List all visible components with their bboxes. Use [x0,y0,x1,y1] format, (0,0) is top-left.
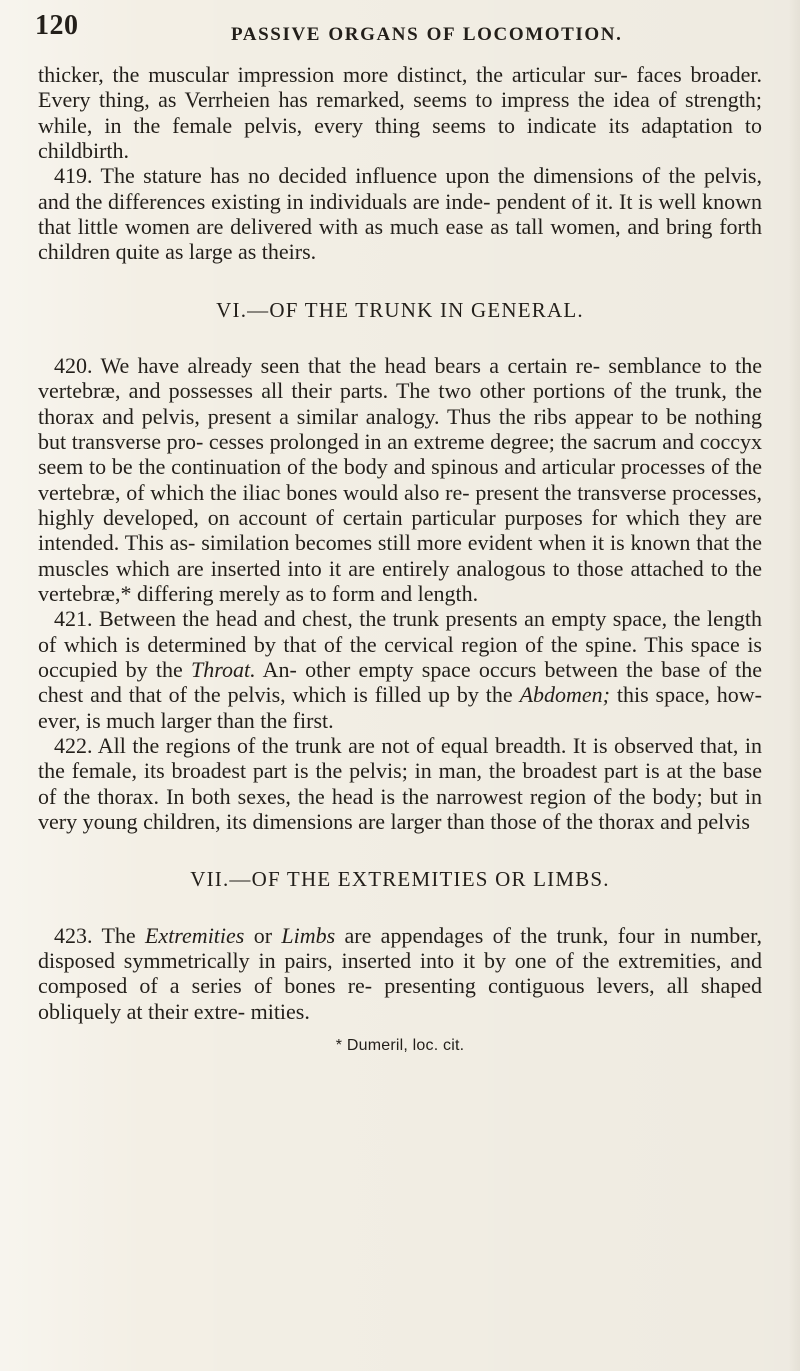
abdomen-term: Abdomen; [519,682,610,708]
footnote: * Dumeril, loc. cit. [335,1037,465,1055]
paragraph-419 [38,163,762,264]
page-number: 120 [35,10,79,41]
paragraph-number-421: 421. [54,606,93,632]
paragraph-420 [38,353,762,606]
page-header [0,10,800,50]
paragraph-number-420: 420. [54,352,93,378]
page-text [38,62,762,1055]
paragraph-text-421-c: this space, how- ever, is much larger than the first. [38,682,762,733]
paragraph-text-419: The stature has no decided influence upon the dimensions of the pelvis, and the differences existing in individuals are inde- pendent of it. It is well known that little women are delivered with as much ease as tall women, and bring forth children quite as large as theirs. [38,163,762,265]
paragraph-422 [38,733,762,834]
paragraph-continuation: thicker, the muscular impression more distinct, the articular sur- faces broader. Every thing, as Verrheien has remarked, seems to impress the idea of strength; while, in the female pelvis, every thing seems to indicate its adaptation to childbirth. [38,62,762,164]
limbs-term: Limbs [281,922,336,948]
section-heading-trunk: VI.—OF THE TRUNK IN GENERAL. [216,297,584,322]
paragraph-number-423: 423. [54,922,93,948]
throat-term: Throat. [191,657,256,683]
paragraph-text-420: We have already seen that the head bears a certain re- semblance to the vertebræ, and possesses all their parts. The two other portions of the trunk, the thorax and pelvis, present a similar analogy. Thus the ribs appear to be nothing but transverse pro- cesses prolonged in an extreme degree; the sacrum and coccyx seem to be the continuation of the body and spinous and articular processes of the vertebræ, of which the iliac bones would also re- present the transverse processes, highly developed, on account of certain particular purposes for which they are intended. This as- similation becomes still more evident when it is known that the muscles which are inserted into it are entirely analogous to those attached to the vertebræ,* differing merely as to form and length. [38,352,762,607]
paragraph-text-421-a: Between the head and chest, the trunk presents an empty space, the length of which is determined by that of the cervical region of the spine. This space is occupied by the [38,606,762,683]
paragraph-number-419: 419. [54,163,93,189]
section-heading-extremities: VII.—OF THE EXTREMITIES OR LIMBS. [190,867,610,892]
extremities-term: Extremities [144,922,245,948]
paragraph-text-423-the: The [101,922,145,948]
paragraph-text-421-b: An- other empty space occurs between the base of the chest and that of the pelvis, which is filled up by the [38,657,762,708]
paragraph-423 [38,923,762,1024]
paragraph-number-422: 422. [54,733,93,759]
paragraph-421 [38,606,762,733]
page-edge-shadow [788,0,800,1371]
running-head: PASSIVE ORGANS OF LOCOMOTION. [231,24,623,45]
paragraph-text-423-or: or [244,922,282,948]
paragraph-text-423: are appendages of the trunk, four in number, disposed symmetrically in pairs, inserted into it by one of the extremities, and composed of a series of bones re- presenting contiguous levers, all shaped obliquely at their extre- mities. [38,922,763,1024]
paragraph-text-422: All the regions of the trunk are not of equal breadth. It is observed that, in the female, its broadest part is the pelvis; in man, the broadest part is at the base of the thorax. In both sexes, the head is the narrowest region of the body; but in very young children, its dimensions are larger than those of the thorax and pelvis [38,733,762,835]
